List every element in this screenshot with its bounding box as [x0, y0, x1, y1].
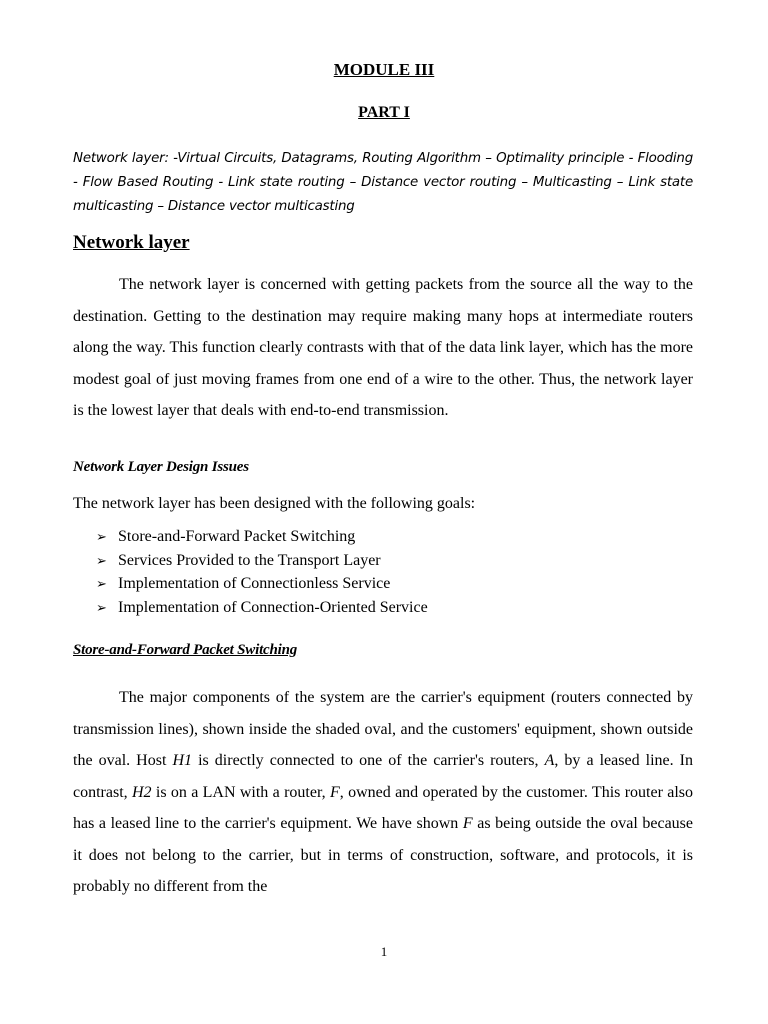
list-item — [96, 573, 428, 597]
arrowhead-bullet-icon: ➢ — [96, 530, 107, 545]
arrowhead-bullet-icon: ➢ — [96, 553, 107, 569]
list-item — [96, 597, 428, 621]
router-f-label: F — [462, 815, 473, 832]
host-h2-label: H2 — [131, 783, 152, 801]
page-number: 1 — [380, 944, 388, 959]
network-layer-paragraph: The network layer is concerned with getting packets from the source all the way to the destination. Getting to the destination may require making many hops at intermediate routers along the way. This function clearly contrasts with that of the data link layer, which has the more modest goal of just moving frames from one end of a wire to the other. Thus, the network layer is the lowest layer that deals with end-to-end transmission. — [73, 276, 693, 419]
list-item — [96, 526, 428, 550]
text-run: is on a LAN with a router, — [151, 783, 330, 801]
network-layer-heading: Network layer — [73, 232, 190, 253]
text-run: , owned and operated by the customer. This router also has a leased line to the carrier's equipment. We have shown — [73, 783, 694, 832]
host-h1-label: H1 — [172, 752, 193, 769]
goals-list — [96, 526, 428, 620]
router-a-label: A — [544, 752, 555, 769]
text-run: The major components of the system are the carrier's equipment (routers connected by transmission lines), shown inside the shaded oval, and the customers' equipment, shown outside the oval. Host — [73, 689, 693, 769]
goals-intro: The network layer has been designed with the following goals: — [73, 495, 476, 512]
arrowhead-bullet-icon: ➢ — [96, 600, 107, 616]
goal-text: Implementation of Connection-Oriented Service — [118, 598, 428, 616]
arrowhead-bullet-icon: ➢ — [96, 577, 107, 592]
list-item — [96, 550, 428, 574]
router-f-label: F — [329, 783, 340, 801]
goal-text: Store-and-Forward Packet Switching — [118, 528, 356, 545]
text-run: as being outside the oval because it does not belong to the carrier, but in terms of construction, software, and protocols, it is probably no different from the — [73, 815, 694, 895]
text-run: , by a leased line. In contrast, — [73, 752, 693, 801]
text-run: is directly connected to one of the carrier's routers, — [192, 752, 545, 769]
syllabus-topics: Network layer: -Virtual Circuits, Datagrams, Routing Algorithm – Optimality principle - Flooding - Flow Based Routing - Link state routing – Distance vector routing – Multicasting – Link state multicasting – Distance vector multicasting — [73, 151, 693, 214]
part-title: PART I — [358, 104, 410, 121]
store-forward-heading: Store-and-Forward Packet Switching — [73, 642, 298, 658]
module-title: MODULE III — [333, 60, 435, 79]
store-forward-paragraph — [73, 682, 693, 903]
goal-text: Services Provided to the Transport Layer — [118, 551, 381, 569]
goal-text: Implementation of Connectionless Service — [118, 575, 391, 592]
design-issues-heading: Network Layer Design Issues — [73, 459, 249, 475]
